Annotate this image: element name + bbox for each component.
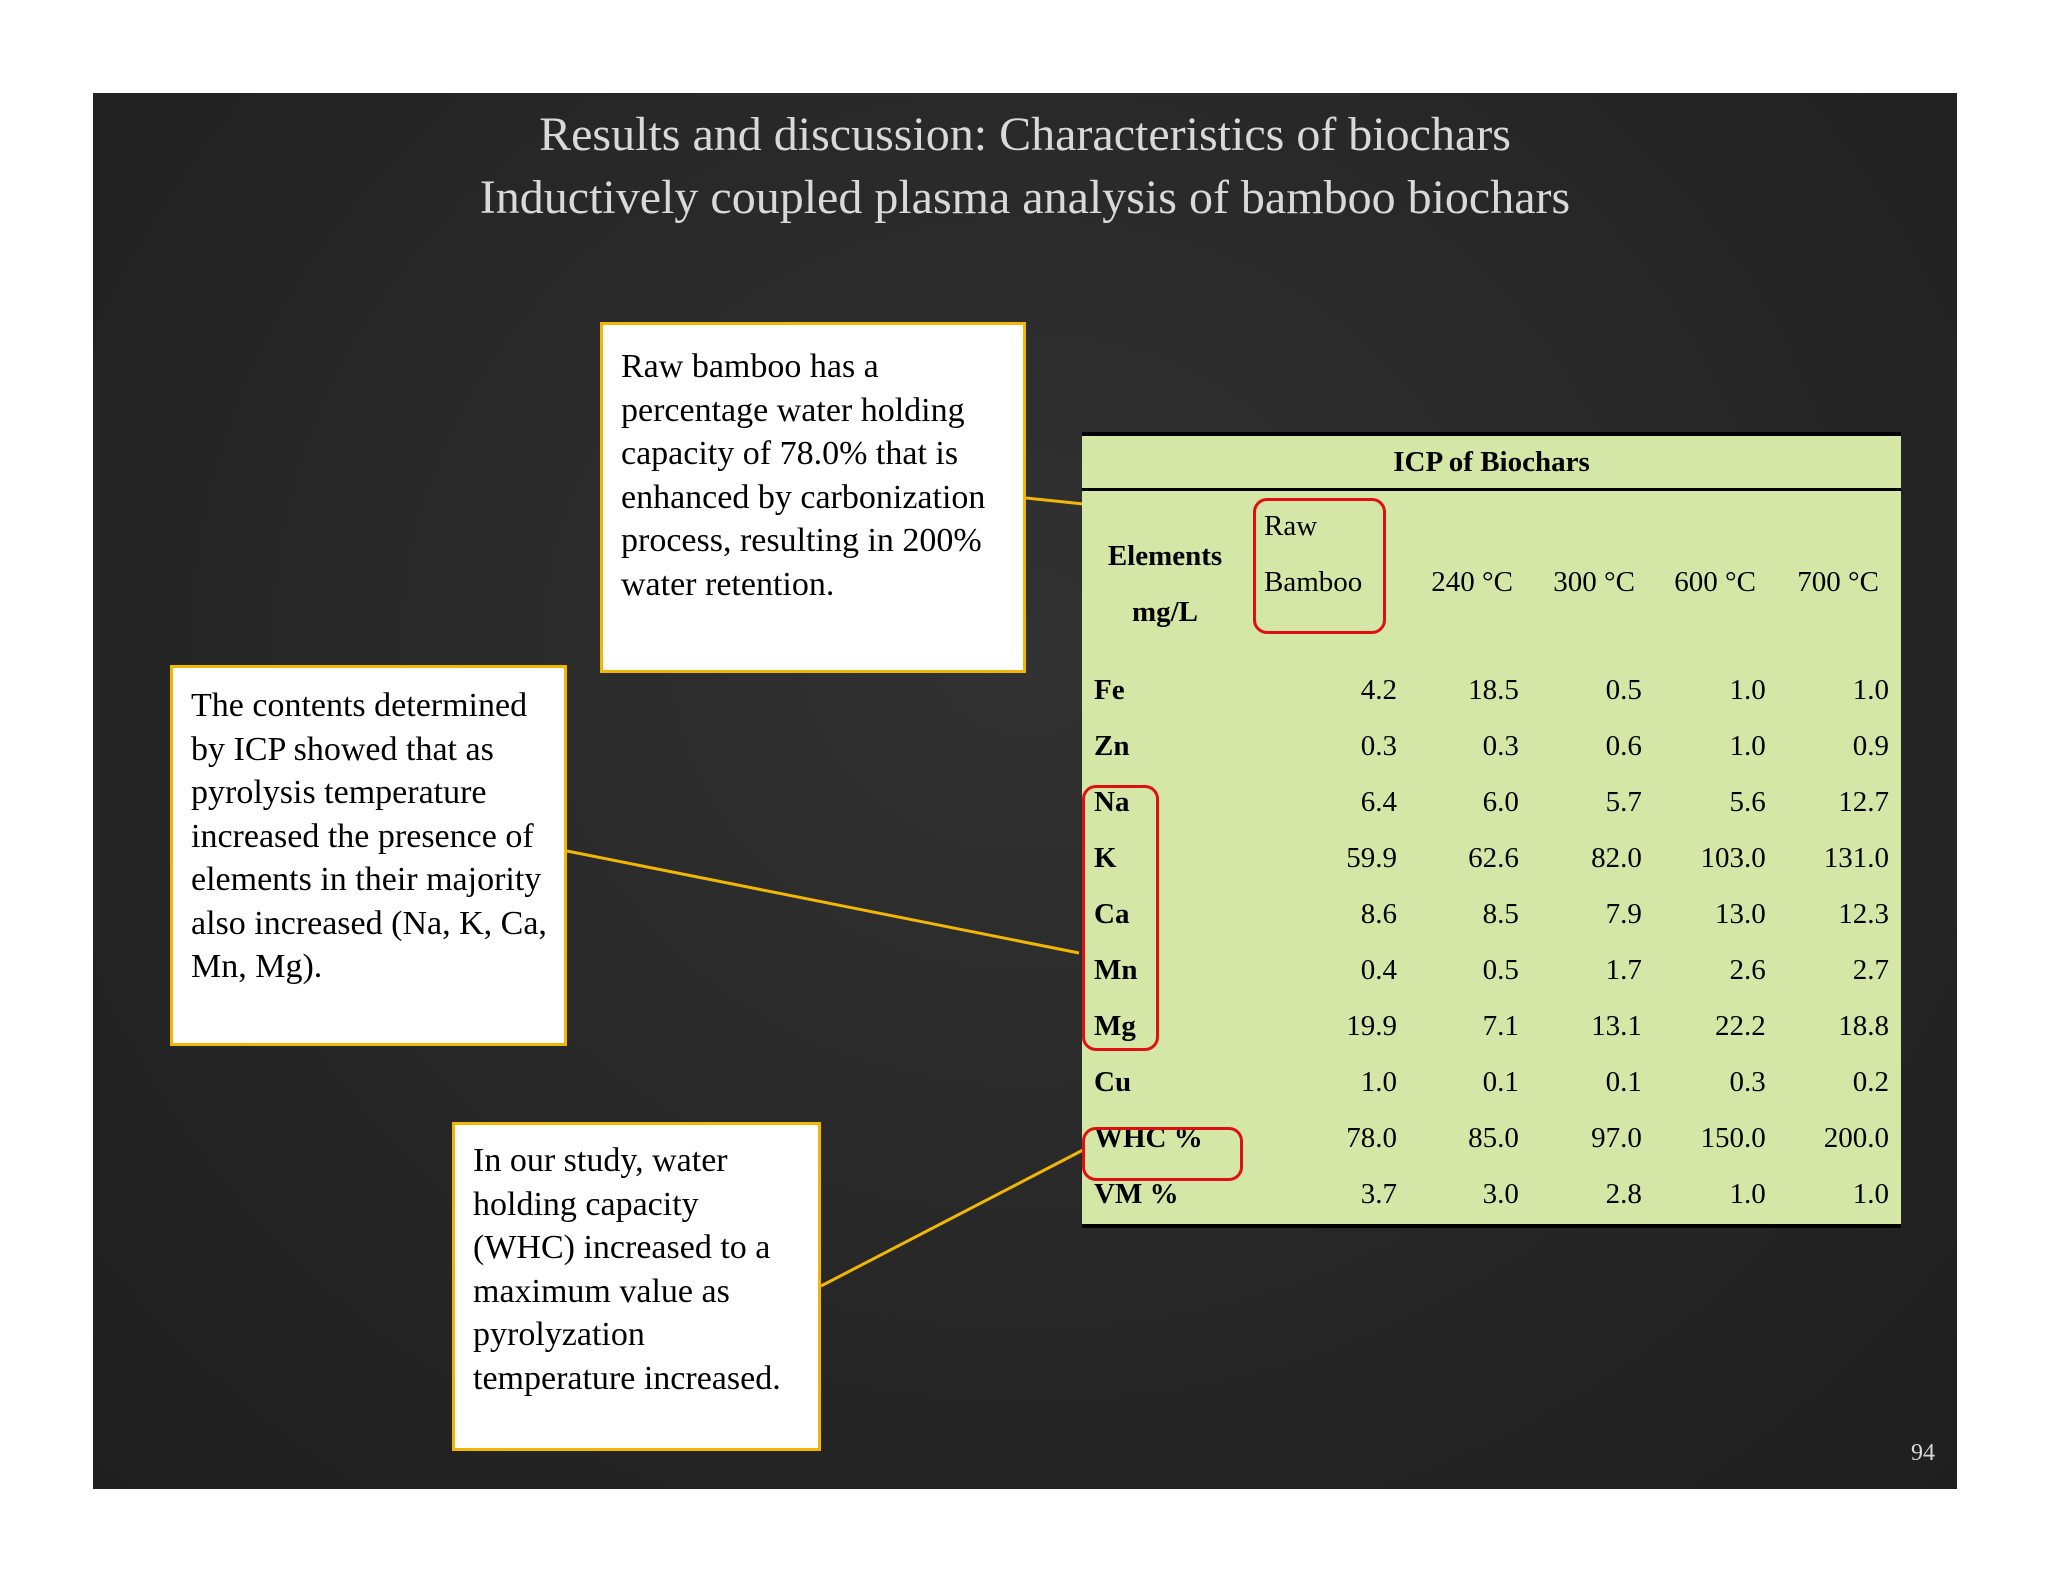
value-cell: 5.7 (1605, 785, 1642, 818)
element-cell: Cu (1094, 1065, 1132, 1098)
value-cell: 18.8 (1838, 1009, 1889, 1042)
value-cell: 2.6 (1729, 953, 1766, 986)
value-cell: 1.0 (1852, 673, 1889, 706)
table-row (1082, 886, 1901, 942)
value-cell: 12.3 (1838, 897, 1889, 930)
table-row (1082, 830, 1901, 886)
value-cell: 6.0 (1482, 785, 1519, 818)
table-row (1082, 774, 1901, 830)
value-cell: 97.0 (1591, 1121, 1642, 1154)
table-title-rule (1082, 488, 1901, 491)
value-cell: 3.7 (1360, 1177, 1397, 1210)
slide (93, 93, 1957, 1489)
value-cell: 131.0 (1823, 841, 1889, 874)
callout-icp-contents: The contents determined by ICP showed that as pyrolysis temperature increased the presence of elements in their majority also increased (Na, K, Ca, Mn, Mg). (170, 665, 567, 1046)
value-cell: 82.0 (1591, 841, 1642, 874)
connector-elements (567, 851, 1079, 953)
value-cell: 85.0 (1468, 1121, 1519, 1154)
value-cell: 5.6 (1729, 785, 1766, 818)
raw-bamboo-highlight (1253, 498, 1386, 634)
table-bottom-rule (1082, 1224, 1901, 1228)
temp-header-700: 700 °C (1797, 566, 1879, 598)
value-cell: 2.7 (1852, 953, 1889, 986)
value-cell: 8.5 (1482, 897, 1519, 930)
element-cell: Zn (1094, 729, 1130, 762)
value-cell: 0.3 (1360, 729, 1397, 762)
element-cell: Mn (1094, 953, 1138, 986)
element-cell: Mg (1094, 1009, 1136, 1042)
value-cell: 59.9 (1346, 841, 1397, 874)
element-cell: K (1094, 841, 1117, 874)
page-number: 94 (1911, 1440, 1935, 1466)
elements-header-unit: mg/L (1131, 596, 1199, 628)
value-cell: 13.0 (1715, 897, 1766, 930)
value-cell: 150.0 (1700, 1121, 1766, 1154)
element-cell: Fe (1094, 673, 1125, 706)
value-cell: 22.2 (1715, 1009, 1766, 1042)
elements-group-highlight (1082, 785, 1159, 1051)
value-cell: 1.0 (1360, 1065, 1397, 1098)
value-cell: 0.9 (1852, 729, 1889, 762)
element-cell: WHC % (1094, 1121, 1203, 1154)
callout-whc: In our study, water holding capacity (WHC) increased to a maximum value as pyrolyzation temperature increased. (452, 1122, 821, 1451)
value-cell: 78.0 (1346, 1121, 1397, 1154)
element-cell: Ca (1094, 897, 1130, 930)
temp-header-300: 300 °C (1553, 566, 1635, 598)
value-cell: 2.8 (1605, 1177, 1642, 1210)
value-cell: 1.7 (1605, 953, 1642, 986)
value-cell: 0.2 (1852, 1065, 1889, 1098)
table-row (1082, 662, 1901, 718)
connector-whc (821, 1150, 1083, 1286)
value-cell: 3.0 (1482, 1177, 1519, 1210)
value-cell: 1.0 (1729, 1177, 1766, 1210)
whc-highlight (1082, 1127, 1243, 1181)
callout-raw-bamboo: Raw bamboo has a percentage water holding capacity of 78.0% that is enhanced by carbonization process, resulting in 200% water retention. (600, 322, 1026, 673)
value-cell: 13.1 (1591, 1009, 1642, 1042)
elements-header (1092, 528, 1238, 640)
value-cell: 103.0 (1700, 841, 1766, 874)
title-line-1: Results and discussion: Characteristics of biochars (539, 108, 1511, 161)
table-row (1082, 1054, 1901, 1110)
value-cell: 8.6 (1360, 897, 1397, 930)
value-cell: 0.5 (1482, 953, 1519, 986)
value-cell: 1.0 (1729, 729, 1766, 762)
value-cell: 0.6 (1605, 729, 1642, 762)
value-cell: 0.1 (1482, 1065, 1519, 1098)
value-cell: 12.7 (1838, 785, 1889, 818)
table-title: ICP of Biochars (1393, 446, 1590, 478)
raw-header-line-2: Bamboo (1264, 566, 1363, 598)
value-cell: 200.0 (1823, 1121, 1889, 1154)
value-cell: 1.0 (1852, 1177, 1889, 1210)
value-cell: 62.6 (1468, 841, 1519, 874)
value-cell: 18.5 (1468, 673, 1519, 706)
value-cell: 0.5 (1605, 673, 1642, 706)
table-row (1082, 718, 1901, 774)
temp-header-600: 600 °C (1674, 566, 1756, 598)
value-cell: 0.3 (1729, 1065, 1766, 1098)
value-cell: 7.1 (1482, 1009, 1519, 1042)
value-cell: 0.3 (1482, 729, 1519, 762)
value-cell: 6.4 (1360, 785, 1397, 818)
value-cell: 7.9 (1605, 897, 1642, 930)
icp-table (1082, 432, 1901, 1228)
table-row (1082, 942, 1901, 998)
value-cell: 0.1 (1605, 1065, 1642, 1098)
temp-header-240: 240 °C (1431, 566, 1513, 598)
elements-header-label: Elements (1107, 540, 1223, 572)
element-cell: Na (1094, 785, 1130, 818)
value-cell: 4.2 (1360, 673, 1397, 706)
value-cell: 0.4 (1360, 953, 1397, 986)
raw-header-line-1: Raw (1264, 510, 1318, 542)
title-line-2: Inductively coupled plasma analysis of bamboo biochars (479, 171, 1571, 224)
value-cell: 19.9 (1346, 1009, 1397, 1042)
value-cell: 1.0 (1729, 673, 1766, 706)
table-row (1082, 998, 1901, 1054)
element-cell: VM % (1094, 1177, 1179, 1210)
